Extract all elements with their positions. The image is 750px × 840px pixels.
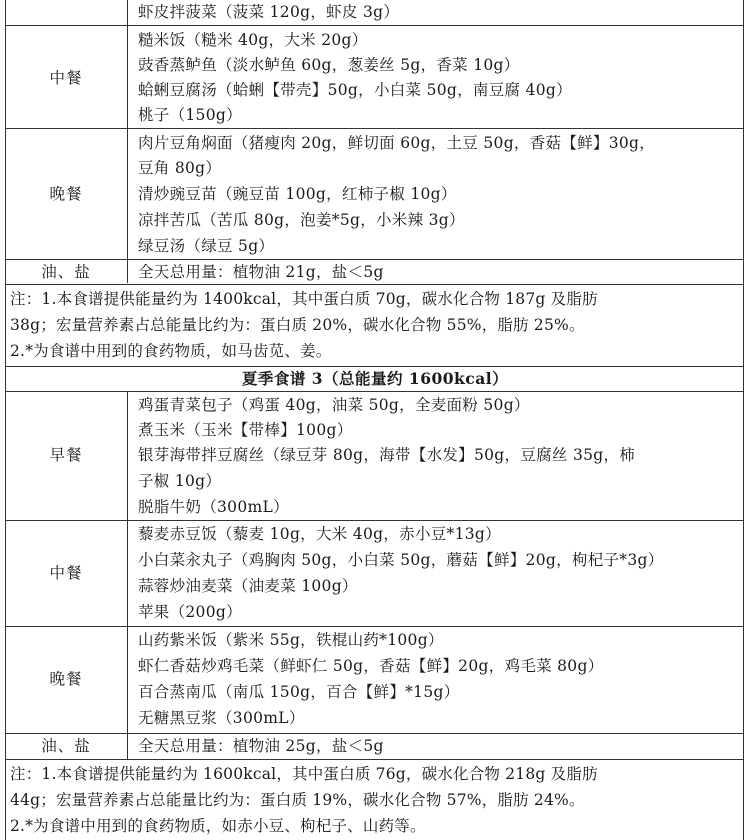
- row-border: [5, 284, 744, 285]
- lunch-item: 桃子（150g）: [138, 106, 242, 124]
- lunch-item: 藜麦赤豆饭（藜麦 10g，大米 40g，赤小豆*13g）: [138, 525, 501, 543]
- column-divider: [127, 391, 128, 760]
- column-divider: [127, 0, 128, 283]
- lunch-label: 中餐: [49, 564, 83, 582]
- lunch-item: 豉香蒸鲈鱼（淡水鲈鱼 60g，葱姜丝 5g，香菜 10g）: [138, 56, 520, 74]
- note-line: 2.*为食谱中用到的食药物质，如马齿苋、姜。: [10, 342, 332, 360]
- breakfast-label: 早餐: [49, 446, 83, 464]
- row-border: [5, 733, 744, 734]
- breakfast-item: 鸡蛋青菜包子（鸡蛋 40g，油菜 50g，全麦面粉 50g）: [138, 396, 530, 414]
- dinner-label: 晚餐: [49, 670, 83, 688]
- note-line: 2.*为食谱中用到的食药物质，如赤小豆、枸杞子、山药等。: [10, 817, 426, 835]
- row-border: [5, 128, 744, 129]
- lunch-label: 中餐: [49, 69, 83, 87]
- dinner-item: 无糖黑豆浆（300mL）: [138, 709, 305, 727]
- dinner-item: 虾仁香菇炒鸡毛菜（鲜虾仁 50g，香菇【鲜】20g，鸡毛菜 80g）: [138, 657, 604, 675]
- oil-salt-text: 全天总用量：植物油 25g，盐＜5g: [138, 737, 384, 755]
- dinner-item: 山药紫米饭（紫米 55g，铁棍山药*100g）: [138, 631, 444, 649]
- dinner-item: 肉片豆角焖面（猪瘦肉 20g，鲜切面 60g，土豆 50g，香菇【鲜】30g，: [138, 134, 656, 152]
- row-border: [5, 25, 744, 26]
- row-border: [5, 520, 744, 521]
- dinner-item: 凉拌苦瓜（苦瓜 80g，泡姜*5g，小米辣 3g）: [138, 211, 465, 229]
- breakfast-item: 子椒 10g）: [138, 472, 222, 490]
- oil-salt-label: 油、盐: [41, 263, 91, 281]
- breakfast-item: 虾皮拌菠菜（菠菜 120g，虾皮 3g）: [138, 3, 400, 21]
- row-border: [5, 759, 744, 760]
- row-border: [5, 626, 744, 627]
- lunch-item: 蒜蓉炒油麦菜（油麦菜 100g）: [138, 577, 358, 595]
- breakfast-item: 煮玉米（玉米【带棒】100g）: [138, 421, 353, 439]
- breakfast-item: 银芽海带拌豆腐丝（绿豆芽 80g，海带【水发】50g，豆腐丝 35g，柿: [138, 446, 636, 464]
- oil-salt-text: 全天总用量：植物油 21g，盐＜5g: [138, 263, 384, 281]
- note-line: 注：1.本食谱提供能量约为 1400kcal，其中蛋白质 70g，碳水化合物 187g 及脂肪: [10, 290, 598, 308]
- lunch-item: 蛤蜊豆腐汤（蛤蜊【带壳】50g，小白菜 50g，南豆腐 40g）: [138, 81, 572, 99]
- table-right-border: [743, 0, 744, 840]
- breakfast-item: 脱脂牛奶（300mL）: [138, 498, 289, 516]
- lunch-item: 小白菜汆丸子（鸡胸肉 50g，小白菜 50g，蘑菇【鲜】20g，枸杞子*3g）: [138, 551, 664, 569]
- note-line: 44g；宏量营养素占总能量比约为：蛋白质 19%，碳水化合物 57%，脂肪 24%。: [10, 791, 585, 809]
- menu-title: 夏季食谱 3（总能量约 1600kcal）: [241, 369, 509, 388]
- dinner-label: 晚餐: [49, 185, 83, 203]
- oil-salt-label: 油、盐: [41, 737, 91, 755]
- dinner-item: 绿豆汤（绿豆 5g）: [138, 237, 275, 255]
- dinner-item: 清炒豌豆苗（豌豆苗 100g，红柿子椒 10g）: [138, 185, 457, 203]
- row-border: [5, 391, 744, 392]
- row-border: [5, 259, 744, 260]
- lunch-item: 糙米饭（糙米 40g，大米 20g）: [138, 31, 368, 49]
- lunch-item: 苹果（200g）: [138, 603, 242, 621]
- note-line: 38g；宏量营养素占总能量比约为：蛋白质 20%，碳水化合物 55%，脂肪 25%。: [10, 316, 585, 334]
- dinner-item: 百合蒸南瓜（南瓜 150g，百合【鲜】*15g）: [138, 683, 460, 701]
- table-left-border: [5, 0, 6, 840]
- row-border: [5, 366, 744, 367]
- dinner-item: 豆角 80g）: [138, 159, 222, 177]
- note-line: 注：1.本食谱提供能量约为 1600kcal，其中蛋白质 76g，碳水化合物 218g 及脂肪: [10, 765, 598, 783]
